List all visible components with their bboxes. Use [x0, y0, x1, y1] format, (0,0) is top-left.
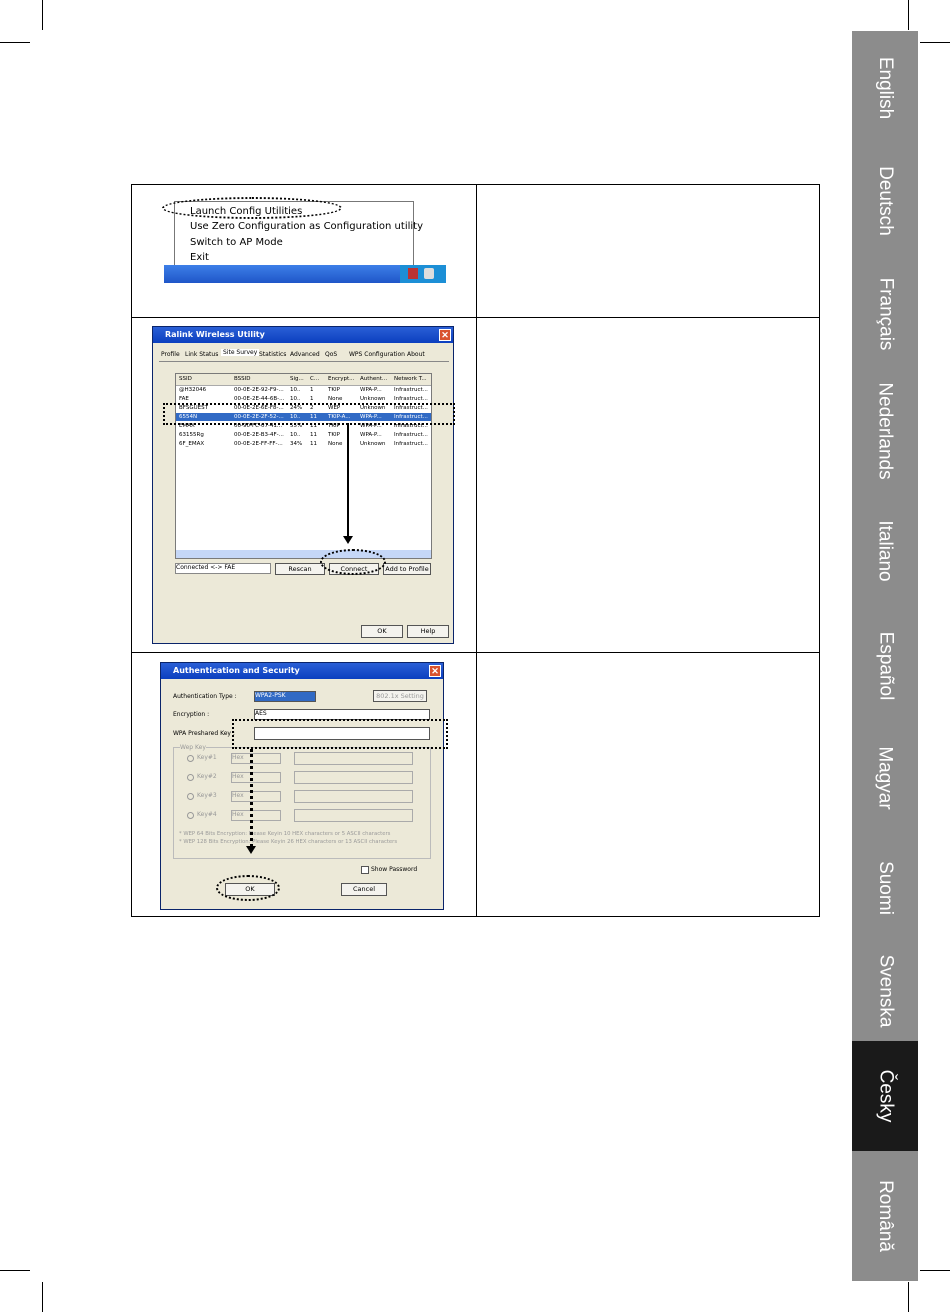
table-cell: 34%: [290, 441, 303, 447]
encryption-select[interactable]: AES: [254, 709, 430, 720]
lang-label: Deutsch: [875, 165, 897, 236]
table-cell: TKIP: [328, 387, 340, 393]
table-cell: 10..: [290, 414, 301, 420]
column-header: Authent...: [360, 376, 388, 382]
table-cell: 00-0E-2E-FF-FF-...: [234, 441, 283, 447]
tab-bar: [159, 348, 449, 362]
table-cell: Infrastruct...: [394, 441, 428, 447]
table-cell: 00-0E-2E-2F-52-...: [234, 414, 284, 420]
table-cell: FAE: [179, 396, 189, 402]
table-cell: WPA-P...: [360, 387, 382, 393]
cancel-button[interactable]: Cancel: [341, 883, 387, 896]
column-header: C...: [310, 376, 320, 382]
crop-mark: [908, 1282, 909, 1312]
lang-label: Español: [875, 631, 897, 701]
highlight-launch-config: [162, 197, 342, 219]
table-cell: None: [328, 396, 343, 402]
table-row[interactable]: [176, 395, 431, 403]
speaker-tray-icon[interactable]: [424, 268, 434, 279]
arrow-to-ok: [250, 749, 253, 847]
table-cell: TKIP: [328, 432, 340, 438]
key-input[interactable]: [294, 752, 413, 765]
lang-tab-magyar[interactable]: [852, 721, 918, 834]
table-row[interactable]: [176, 386, 431, 394]
crop-mark: [920, 42, 950, 43]
highlight-connect-button: [320, 549, 386, 575]
table-cell: 1: [310, 387, 314, 393]
network-tray-icon[interactable]: [408, 268, 418, 279]
table-cell: None: [328, 441, 343, 447]
tab-wps-configuration[interactable]: WPS Configuration: [349, 351, 405, 358]
lang-label: Nederlands: [875, 382, 897, 480]
ralink-utility-window: [152, 326, 454, 644]
table-cell: Infrastruct...: [394, 387, 428, 393]
auth-security-window: [160, 662, 444, 910]
key-format-select[interactable]: Hex: [231, 753, 281, 764]
table-row[interactable]: [176, 431, 431, 439]
lang-label: Română: [875, 1180, 897, 1252]
lang-label: Suomi: [874, 860, 896, 915]
table-cell: 11: [310, 423, 317, 429]
lang-tab-francais[interactable]: [852, 257, 918, 371]
table-cell: Unknown: [360, 396, 386, 402]
steps-table: [131, 184, 820, 917]
arrow-to-connect: [347, 423, 349, 538]
crop-mark: [42, 1282, 43, 1312]
auth-type-select[interactable]: WPA2-PSK: [254, 691, 316, 702]
8021x-setting-button[interactable]: 802.1x Setting: [373, 690, 427, 702]
key-format-select[interactable]: Hex: [231, 791, 281, 802]
table-cell: 00-0E-2E-44-6B-...: [234, 396, 285, 402]
lang-tab-espanol[interactable]: [852, 611, 918, 721]
lang-tab-english[interactable]: [852, 31, 918, 144]
table-cell: Infrastruct...: [394, 423, 428, 429]
network-list[interactable]: [175, 373, 432, 559]
auth-type-label: Authentication Type :: [173, 693, 237, 700]
lang-tab-cesky[interactable]: [852, 1041, 918, 1151]
table-cell: WPA-P...: [360, 432, 382, 438]
table-cell: 11: [310, 441, 317, 447]
lang-tab-suomi[interactable]: [852, 834, 918, 941]
window-title: Ralink Wireless Utility: [153, 327, 453, 343]
tab-qos[interactable]: QoS: [325, 351, 338, 358]
key-radio[interactable]: [187, 812, 194, 819]
table-cell: Unknown: [360, 405, 386, 411]
tab-about[interactable]: About: [407, 351, 425, 358]
show-password-checkbox[interactable]: [361, 866, 369, 874]
close-icon[interactable]: ✕: [429, 665, 441, 677]
table-cell: Infrastruct...: [394, 414, 428, 420]
key-format-select[interactable]: Hex: [231, 772, 281, 783]
table-cell: 24%: [290, 405, 303, 411]
tab-statistics[interactable]: Statistics: [259, 351, 287, 358]
table-cell: 10..: [290, 396, 301, 402]
tab-link-status[interactable]: Link Status: [185, 351, 219, 358]
table-cell: 11: [310, 414, 317, 420]
lang-label: Svenska: [875, 954, 896, 1028]
horizontal-scrollbar[interactable]: [176, 550, 431, 558]
wep-key-group-label: Wep Key: [180, 744, 206, 751]
menu-item-exit[interactable]: Exit: [190, 252, 209, 263]
ok-button[interactable]: OK: [225, 883, 275, 896]
table-cell: 1: [310, 396, 314, 402]
table-cell: 2: [310, 405, 314, 411]
lang-label: Česky: [874, 1069, 896, 1123]
menu-item-launch-config[interactable]: Launch Config Utilities: [190, 206, 303, 217]
table-cell: 10..: [290, 387, 301, 393]
lang-tab-nederlands[interactable]: [852, 371, 918, 491]
tab-profile[interactable]: Profile: [161, 351, 180, 358]
lang-tab-romana[interactable]: [852, 1151, 918, 1281]
table-cell: 11: [310, 432, 317, 438]
table-cell: 10..: [290, 432, 301, 438]
key-input[interactable]: [294, 809, 413, 822]
table-cell: WPA-P...: [360, 423, 382, 429]
table-cell: 00-0E-2E-92-F9-...: [234, 387, 284, 393]
table-cell: Infrastruct...: [394, 405, 428, 411]
key-label: Key#3: [197, 792, 217, 799]
key-label: Key#4: [197, 811, 217, 818]
key-radio[interactable]: [187, 774, 194, 781]
connect-button[interactable]: Connect: [329, 563, 379, 575]
table-cell: WEP: [328, 405, 341, 411]
step-row-2: [132, 318, 819, 653]
highlight-ok-button: [216, 875, 280, 901]
table-cell: @H32046: [179, 387, 207, 393]
key-format-select[interactable]: Hex: [231, 810, 281, 821]
step-row-1: [132, 185, 819, 318]
show-password-label: Show Password: [371, 866, 418, 873]
table-cell: BFSGUEST: [179, 405, 208, 411]
key-input[interactable]: [294, 771, 413, 784]
close-icon[interactable]: ✕: [439, 329, 451, 341]
crop-mark: [0, 1270, 30, 1271]
table-row[interactable]: [176, 440, 431, 448]
tab-site-survey[interactable]: Site Survey: [223, 349, 258, 356]
table-cell: 00-0E-2E-B3-4F-...: [234, 432, 284, 438]
table-cell: 6554N: [179, 414, 198, 420]
add-to-profile-button[interactable]: Add to Profile: [383, 563, 431, 575]
table-cell: 00-90-FC-07-41...: [234, 423, 283, 429]
table-cell: Infrastruct...: [394, 396, 428, 402]
arrowhead: [343, 536, 353, 544]
language-tabs: [852, 31, 918, 1281]
arrowhead: [246, 846, 256, 854]
window-title: Authentication and Security: [161, 663, 443, 679]
table-cell: 63155Rg: [179, 432, 204, 438]
table-cell: WPA-P...: [360, 414, 382, 420]
table-cell: 55%: [290, 423, 303, 429]
crop-mark: [0, 42, 30, 43]
key-label: Key#1: [197, 754, 217, 761]
table-cell: TKIP: [328, 423, 340, 429]
lang-label: Français: [875, 277, 897, 351]
table-cell: EMAX: [179, 423, 195, 429]
crop-mark: [42, 0, 43, 30]
highlight-wpa-key: [232, 719, 448, 749]
encryption-label: Encryption :: [173, 711, 210, 718]
lang-label: English: [874, 56, 896, 119]
table-cell: Infrastruct...: [394, 432, 428, 438]
crop-mark: [920, 1270, 950, 1271]
column-header: BSSID: [234, 376, 251, 382]
column-header: Encrypt...: [328, 376, 355, 382]
crop-mark: [908, 0, 909, 30]
menu-item-ap-mode[interactable]: Switch to AP Mode: [190, 237, 283, 248]
table-cell: 6F_EMAX: [179, 441, 205, 447]
connection-status: Connected <-> FAE: [175, 563, 271, 574]
key-radio[interactable]: [187, 755, 194, 762]
column-header: Network T...: [394, 376, 427, 382]
step-row-3: [132, 653, 819, 916]
wep-note-64: * WEP 64 Bits Encryption: Please Keyin 10 HEX characters or 5 ASCII characters: [179, 831, 391, 837]
menu-item-zero-config[interactable]: Use Zero Configuration as Configuration utility: [190, 221, 423, 232]
column-header: Sig...: [290, 376, 304, 382]
key-input[interactable]: [294, 790, 413, 803]
highlight-selected-network: [163, 403, 455, 425]
table-cell: TKIP-A...: [328, 414, 351, 420]
lang-tab-italiano[interactable]: [852, 491, 918, 611]
lang-tab-svenska[interactable]: [852, 941, 918, 1041]
help-button[interactable]: Help: [407, 625, 449, 638]
system-tray: [400, 265, 446, 283]
key-radio[interactable]: [187, 793, 194, 800]
lang-tab-deutsch[interactable]: [852, 144, 918, 257]
lang-label: Italiano: [875, 520, 896, 582]
lang-label: Magyar: [874, 745, 896, 810]
tab-advanced[interactable]: Advanced: [290, 351, 320, 358]
key-label: Key#2: [197, 773, 217, 780]
wep-note-128: * WEP 128 Bits Encryption: Please Keyin 26 HEX characters or 13 ASCII characters: [179, 839, 398, 845]
table-cell: 00-0E-2E-6E-F8-...: [234, 405, 284, 411]
table-cell: Unknown: [360, 441, 386, 447]
column-header: SSID: [179, 376, 192, 382]
ok-button[interactable]: OK: [361, 625, 403, 638]
wpa-key-label: WPA Preshared Key :: [173, 730, 235, 737]
rescan-button[interactable]: Rescan: [275, 563, 325, 575]
